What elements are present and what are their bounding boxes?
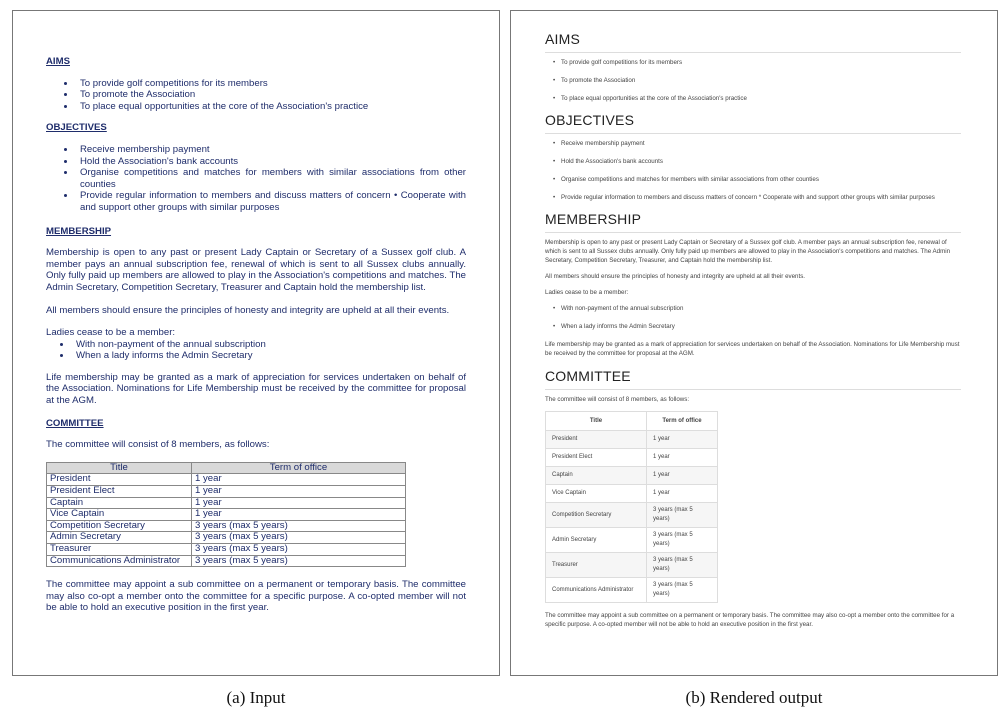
table-cell: Treasurer: [47, 544, 192, 556]
table-cell: Captain: [546, 467, 647, 485]
aims-heading: AIMS: [545, 31, 961, 53]
table-row: [546, 503, 718, 528]
table-cell: 1 year: [192, 497, 406, 509]
table-cell: Treasurer: [546, 553, 647, 578]
table-row: [546, 467, 718, 485]
output-document: [545, 31, 961, 636]
objectives-list: [545, 139, 961, 202]
aims-heading: AIMS: [46, 56, 70, 67]
table-row: [47, 544, 406, 556]
table-cell: 3 years (max 5 years): [192, 532, 406, 544]
table-header-row: [47, 462, 406, 474]
committee-intro: The committee will consist of 8 members, as follows:: [46, 439, 270, 451]
list-item: • To provide golf competitions for its members: [76, 78, 466, 90]
committee-table: [46, 462, 406, 567]
table-cell: 1 year: [192, 474, 406, 486]
table-header: Term of office: [192, 462, 406, 474]
table-cell: 3 years (max 5 years): [647, 528, 718, 553]
committee-heading: COMMITTEE: [545, 368, 961, 390]
table-cell: Admin Secretary: [546, 528, 647, 553]
membership-paragraph: Ladies cease to be a member:: [46, 327, 176, 339]
table-cell: 3 years (max 5 years): [647, 578, 718, 603]
cease-list: [46, 339, 466, 362]
table-cell: 3 years (max 5 years): [192, 520, 406, 532]
committee-outro: The committee may appoint a sub committee on a permanent or temporary basis. The committee may also co-opt a member onto the committee for a specific purpose. A co-opted member will not be able to hold an executive position in the first year.: [545, 612, 955, 628]
list-item: • Provide regular information to members and discuss matters of concern * Cooperate with and support other groups with similar purposes: [555, 193, 961, 202]
list-item: • With non-payment of the annual subscription: [72, 339, 466, 351]
table-cell: Competition Secretary: [47, 520, 192, 532]
table-cell: 1 year: [192, 509, 406, 521]
list-item: • Receive membership payment: [76, 144, 466, 156]
list-item: • With non-payment of the annual subscription: [555, 304, 961, 313]
table-cell: Communications Administrator: [47, 555, 192, 567]
committee-heading: COMMITTEE: [46, 417, 104, 429]
table-row: [47, 474, 406, 486]
input-panel: [12, 10, 500, 676]
table-cell: 1 year: [647, 449, 718, 467]
table-row: [546, 528, 718, 553]
table-cell: Communications Administrator: [546, 578, 647, 603]
output-panel: [510, 10, 998, 676]
table-cell: 1 year: [647, 467, 718, 485]
table-row: [546, 431, 718, 449]
table-row: [546, 449, 718, 467]
list-item: • Receive membership payment: [555, 139, 961, 148]
table-row: [546, 485, 718, 503]
list-item: • Organise competitions and matches for members with similar associations from other counties: [555, 175, 961, 184]
committee-outro: The committee may appoint a sub committee on a permanent or temporary basis. The committee may also co-opt a member onto the committee for a specific purpose. A co-opted member will not be able to hold an executive position in the first year.: [46, 579, 466, 614]
membership-heading: MEMBERSHIP: [545, 211, 961, 233]
membership-paragraph: Membership is open to any past or present Lady Captain or Secretary of a Sussex golf club. A member pays an annual subscription fee, renewal of which is sent to all Sussex clubs annually. Only fully paid up members are allowed to play in the Association's competitions and matches. The Admin Secretary, Competition Secretary, Treasurer, and Captain hold the membership list.: [545, 239, 951, 264]
membership-paragraph: All members should ensure the principles of honesty and integrity are upheld at all their events.: [46, 304, 450, 316]
table-row: [47, 555, 406, 567]
cease-list: [545, 304, 961, 331]
table-row: [546, 578, 718, 603]
table-cell: President: [546, 431, 647, 449]
list-item: • When a lady informs the Admin Secretary: [555, 322, 961, 331]
list-item: • To place equal opportunities at the core of the Association's practice: [76, 101, 466, 113]
list-item: • Hold the Association's bank accounts: [555, 157, 961, 166]
table-cell: 3 years (max 5 years): [192, 544, 406, 556]
objectives-heading: OBJECTIVES: [46, 122, 107, 134]
table-header: Term of office: [647, 412, 718, 431]
table-row: [47, 497, 406, 509]
table-cell: President Elect: [47, 486, 192, 498]
table-row: [47, 532, 406, 544]
aims-list: [46, 78, 466, 113]
list-item: • To promote the Association: [555, 76, 961, 85]
table-row: [47, 509, 406, 521]
list-item: • Organise competitions and matches for members with similar associations from other counties: [76, 167, 466, 190]
table-cell: Captain: [47, 497, 192, 509]
table-cell: 3 years (max 5 years): [647, 503, 718, 528]
table-row: [47, 486, 406, 498]
table-row: [47, 520, 406, 532]
table-header-row: [546, 412, 718, 431]
table-cell: President: [47, 474, 192, 486]
table-cell: 3 years (max 5 years): [647, 553, 718, 578]
table-cell: 3 years (max 5 years): [192, 555, 406, 567]
input-document: [46, 56, 466, 625]
table-cell: Competition Secretary: [546, 503, 647, 528]
table-header: Title: [47, 462, 192, 474]
objectives-heading: OBJECTIVES: [545, 112, 961, 134]
table-cell: 1 year: [647, 431, 718, 449]
input-caption: (a) Input: [226, 688, 286, 707]
table-header: Title: [546, 412, 647, 431]
output-caption: (b) Rendered output: [685, 688, 823, 707]
table-cell: Admin Secretary: [47, 532, 192, 544]
table-cell: 1 year: [647, 485, 718, 503]
table-row: [546, 553, 718, 578]
aims-list: [545, 58, 961, 103]
list-item: • To provide golf competitions for its members: [555, 58, 961, 67]
membership-paragraph: Membership is open to any past or present Lady Captain or Secretary of a Sussex golf club. A member pays an annual subscription fee, renewal of which is sent to all Sussex clubs annually. Only fully paid up members are allowed to play in the Association's competitions and matches. The Admin Secretary, Competition Secretary, Treasurer and Captain hold the membership list.: [46, 247, 466, 293]
list-item: • To place equal opportunities at the core of the Association's practice: [555, 94, 961, 103]
membership-paragraph: All members should ensure the principles of honesty and integrity are upheld at all their events.: [545, 273, 806, 280]
table-cell: 1 year: [192, 486, 406, 498]
membership-paragraph: Life membership may be granted as a mark of appreciation for services undertaken on behalf of the Association. Nominations for Life Membership must be received by the committee for proposal at the AGM.: [545, 341, 960, 357]
table-cell: President Elect: [546, 449, 647, 467]
list-item: • Hold the Association's bank accounts: [76, 156, 466, 168]
list-item: • To promote the Association: [76, 89, 466, 101]
table-cell: Vice Captain: [546, 485, 647, 503]
list-item: • Provide regular information to members and discuss matters of concern • Cooperate with and support other groups with similar purposes: [76, 190, 466, 213]
membership-paragraph: Ladies cease to be a member:: [545, 289, 629, 296]
table-cell: Vice Captain: [47, 509, 192, 521]
membership-paragraph: Life membership may be granted as a mark of appreciation for services undertaken on behalf of the Association. Nominations for Life Membership must be received by the committee for proposal at the AGM.: [46, 371, 466, 407]
committee-intro: The committee will consist of 8 members, as follows:: [545, 396, 690, 403]
objectives-list: [46, 144, 466, 214]
list-item: • When a lady informs the Admin Secretary: [72, 350, 466, 362]
committee-table: [545, 411, 718, 603]
membership-heading: MEMBERSHIP: [46, 225, 112, 237]
